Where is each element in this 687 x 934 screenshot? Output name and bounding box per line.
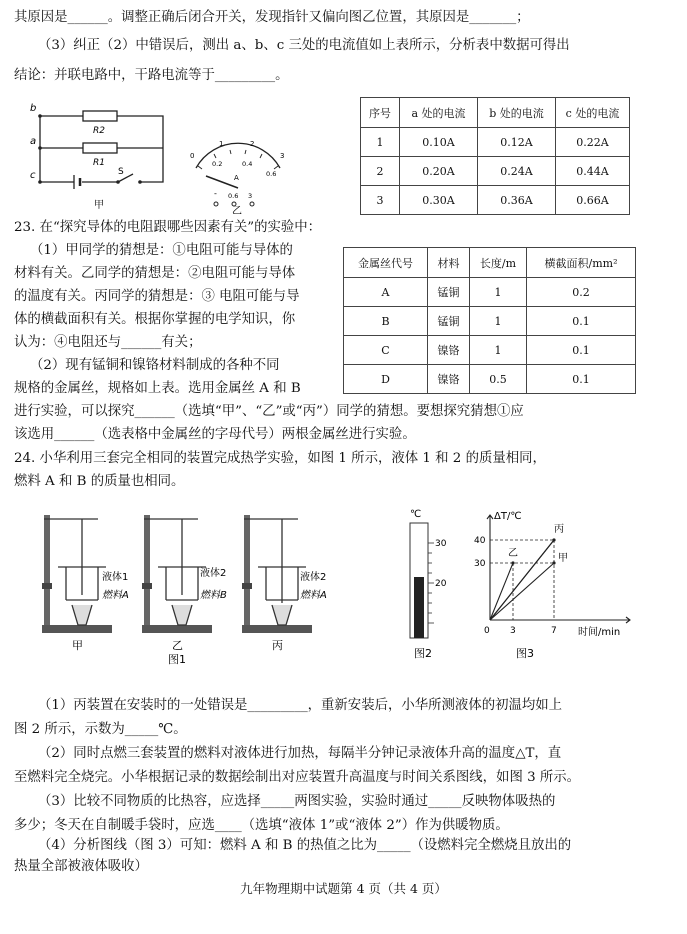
- table-cell: 0.1: [527, 336, 636, 365]
- label-liquid2: 液体2: [200, 568, 227, 579]
- caption-jia: 甲: [72, 639, 83, 652]
- q23-line6: （2）现有锰铜和镍铬材料制成的各种不同: [30, 358, 280, 373]
- table-cell: 1: [470, 307, 527, 336]
- q23-line7: 规格的金属丝，规格如上表。选用金属丝 A 和 B: [14, 381, 301, 396]
- scale-top-3: 3: [280, 152, 285, 160]
- q23-line3: 的温度有关。丙同学的猜想是：③ 电阻可能与导: [14, 289, 300, 304]
- unit-a: A: [234, 174, 239, 182]
- q24-line1: 24. 小华利用三套完全相同的装置完成热学实验，如图 1 所示，液体 1 和 2 的质量相同，: [14, 451, 546, 466]
- table-row: [361, 157, 630, 186]
- table-cell: 1: [361, 128, 400, 157]
- table-cell: 0.10A: [400, 128, 478, 157]
- table-row: [344, 336, 636, 365]
- q24-p4b: 热量全部被液体吸收）: [14, 859, 148, 874]
- table-cell: 镍铬: [428, 336, 470, 365]
- label-fuel-b: 燃料B: [200, 590, 227, 601]
- table-cell: 0.1: [527, 307, 636, 336]
- thermo-unit: ℃: [410, 509, 422, 520]
- point-c: c: [30, 170, 36, 181]
- table-row: [344, 365, 636, 394]
- q24-p2a: （2）同时点燃三套装置的燃料对液体进行加热，每隔半分钟记录液体升高的温度△T，直: [38, 746, 562, 761]
- table-cell: 3: [361, 186, 400, 215]
- wire-table-header: 金属丝代号: [344, 248, 428, 278]
- graph-x0: 0: [484, 626, 490, 636]
- terminal-minus: -: [214, 189, 217, 198]
- table-cell: 0.24A: [478, 157, 556, 186]
- table-cell: 0.1: [527, 365, 636, 394]
- circuit-diagram: [28, 100, 168, 212]
- table-cell: 0.36A: [478, 186, 556, 215]
- figure3-graph: [470, 505, 640, 665]
- q24-p1b: 图 2 所示，示数为_____℃。: [14, 722, 187, 737]
- table-cell: 0.44A: [556, 157, 630, 186]
- label-fuel-a: 燃料A: [102, 590, 129, 601]
- q22-line3: 结论：并联电路中，干路电流等于_________。: [14, 68, 289, 83]
- caption-jia: 甲: [94, 200, 104, 211]
- caption-yi: 乙: [172, 639, 183, 652]
- figure3-caption: 图3: [516, 647, 534, 660]
- q22-line1: 其原因是______。调整正确后闭合开关，发现指针又偏向图乙位置，其原因是_______；: [14, 10, 530, 25]
- figure1-apparatus: [28, 505, 358, 665]
- q24-line2: 燃料 A 和 B 的质量也相同。: [14, 474, 185, 489]
- table-cell: C: [344, 336, 428, 365]
- q23-line1: （1）甲同学的猜想是：①电阻可能与导体的: [30, 243, 293, 258]
- q24-p1a: （1）丙装置在安装时的一处错误是_________，重新安装后，小华所测液体的初温均如上: [38, 698, 563, 713]
- label-liquid2-b: 液体2: [300, 572, 327, 583]
- page-footer: 九年物理期中试题第 4 页（共 4 页）: [240, 881, 447, 896]
- current-table-header: c 处的电流: [556, 98, 630, 128]
- graph-y30: 30: [474, 559, 486, 569]
- table-cell: A: [344, 278, 428, 307]
- scale-06: 0.6: [266, 170, 277, 178]
- figure2-caption: 图2: [414, 647, 432, 660]
- current-table-header: 序号: [361, 98, 400, 128]
- label-r1: R1: [93, 158, 105, 168]
- table-cell: 0.20A: [400, 157, 478, 186]
- table-cell: D: [344, 365, 428, 394]
- scale-04: 0.4: [242, 160, 253, 168]
- wire-table-header: 长度/m: [470, 248, 527, 278]
- point-a: a: [30, 136, 37, 147]
- wire-table: [343, 247, 636, 394]
- table-cell: 2: [361, 157, 400, 186]
- table-cell: 1: [470, 278, 527, 307]
- q23-line5: 认为：④电阻还与______有关；: [14, 335, 202, 350]
- q24-p3a: （3）比较不同物质的比热容，应选择_____两图实验，实验时通过_____反映物体吸热的: [38, 794, 556, 809]
- current-table-header: a 处的电流: [400, 98, 478, 128]
- q24-p2b: 至燃料完全烧完。小华根据记录的数据绘制出对应装置升高温度与时间关系图线，如图 3 所示。: [14, 770, 581, 785]
- q23-line4: 体的横截面积有关。根据你掌握的电学知识，你: [14, 312, 296, 327]
- table-cell: 0.5: [470, 365, 527, 394]
- current-table-header: b 处的电流: [478, 98, 556, 128]
- table-cell: 锰铜: [428, 278, 470, 307]
- wire-table-header: 材料: [428, 248, 470, 278]
- terminal-06: 0.6: [228, 192, 239, 200]
- label-r2: R2: [93, 126, 105, 136]
- table-cell: 0.2: [527, 278, 636, 307]
- table-row: [361, 128, 630, 157]
- q24-p3b: 多少；冬天在自制暖手袋时，应选____（选填“液体 1”或“液体 2”）作为供暖物质。: [14, 818, 509, 833]
- terminal-3: 3: [248, 192, 253, 200]
- graph-x3: 3: [510, 626, 516, 636]
- table-cell: B: [344, 307, 428, 336]
- table-cell: 镍铬: [428, 365, 470, 394]
- graph-label-jia: 甲: [558, 553, 568, 564]
- table-cell: 1: [470, 336, 527, 365]
- label-fuel-a-b: 燃料A: [300, 590, 327, 601]
- q23-title: 23. 在“探究导体的电阻跟哪些因素有关”的实验中：: [14, 220, 322, 235]
- figure1-caption: 图1: [168, 653, 186, 665]
- label-switch: S: [118, 167, 124, 177]
- table-cell: 0.22A: [556, 128, 630, 157]
- thermo-tick-20: 20: [435, 579, 447, 589]
- q23-line2: 材料有关。乙同学的猜想是：②电阻可能与导体: [14, 266, 296, 281]
- graph-ylabel: ΔT/℃: [494, 511, 522, 522]
- graph-label-bing: 丙: [554, 524, 564, 535]
- graph-y40: 40: [474, 536, 486, 546]
- graph-label-yi: 乙: [508, 548, 518, 559]
- scale-top-1: 1: [219, 140, 224, 148]
- current-table: [360, 97, 630, 215]
- wire-table-header: 横截面积/mm²: [527, 248, 636, 278]
- caption-yi: 乙: [232, 206, 242, 214]
- table-row: [344, 307, 636, 336]
- point-b: b: [30, 103, 37, 114]
- table-row: [344, 278, 636, 307]
- table-cell: 0.30A: [400, 186, 478, 215]
- q23-line9: 该选用______（选表格中金属丝的字母代号）两根金属丝进行实验。: [14, 427, 416, 442]
- table-cell: 锰铜: [428, 307, 470, 336]
- thermo-tick-30: 30: [435, 539, 447, 549]
- graph-x7: 7: [551, 626, 557, 636]
- scale-02: 0.2: [212, 160, 223, 168]
- table-row: [361, 186, 630, 215]
- table-cell: 0.12A: [478, 128, 556, 157]
- label-liquid1: 液体1: [102, 572, 129, 583]
- caption-bing: 丙: [272, 639, 283, 652]
- ammeter-dial: [188, 138, 288, 214]
- figure2-thermometer: [400, 505, 460, 665]
- q22-line2: （3）纠正（2）中错误后，测出 a、b、c 三处的电流值如上表所示，分析表中数据可得出: [38, 38, 570, 53]
- q24-p4a: （4）分析图线（图 3）可知：燃料 A 和 B 的热值之比为_____（设燃料完全燃烧且放出的: [38, 838, 572, 853]
- scale-top-2: 2: [250, 140, 255, 148]
- table-cell: 0.66A: [556, 186, 630, 215]
- scale-top-0: 0: [190, 152, 195, 160]
- q23-line8: 进行实验，可以探究______（选填“甲”、“乙”或“丙”）同学的猜想。要想探究猜想①应: [14, 404, 524, 419]
- graph-xlabel: 时间/min: [578, 627, 621, 638]
